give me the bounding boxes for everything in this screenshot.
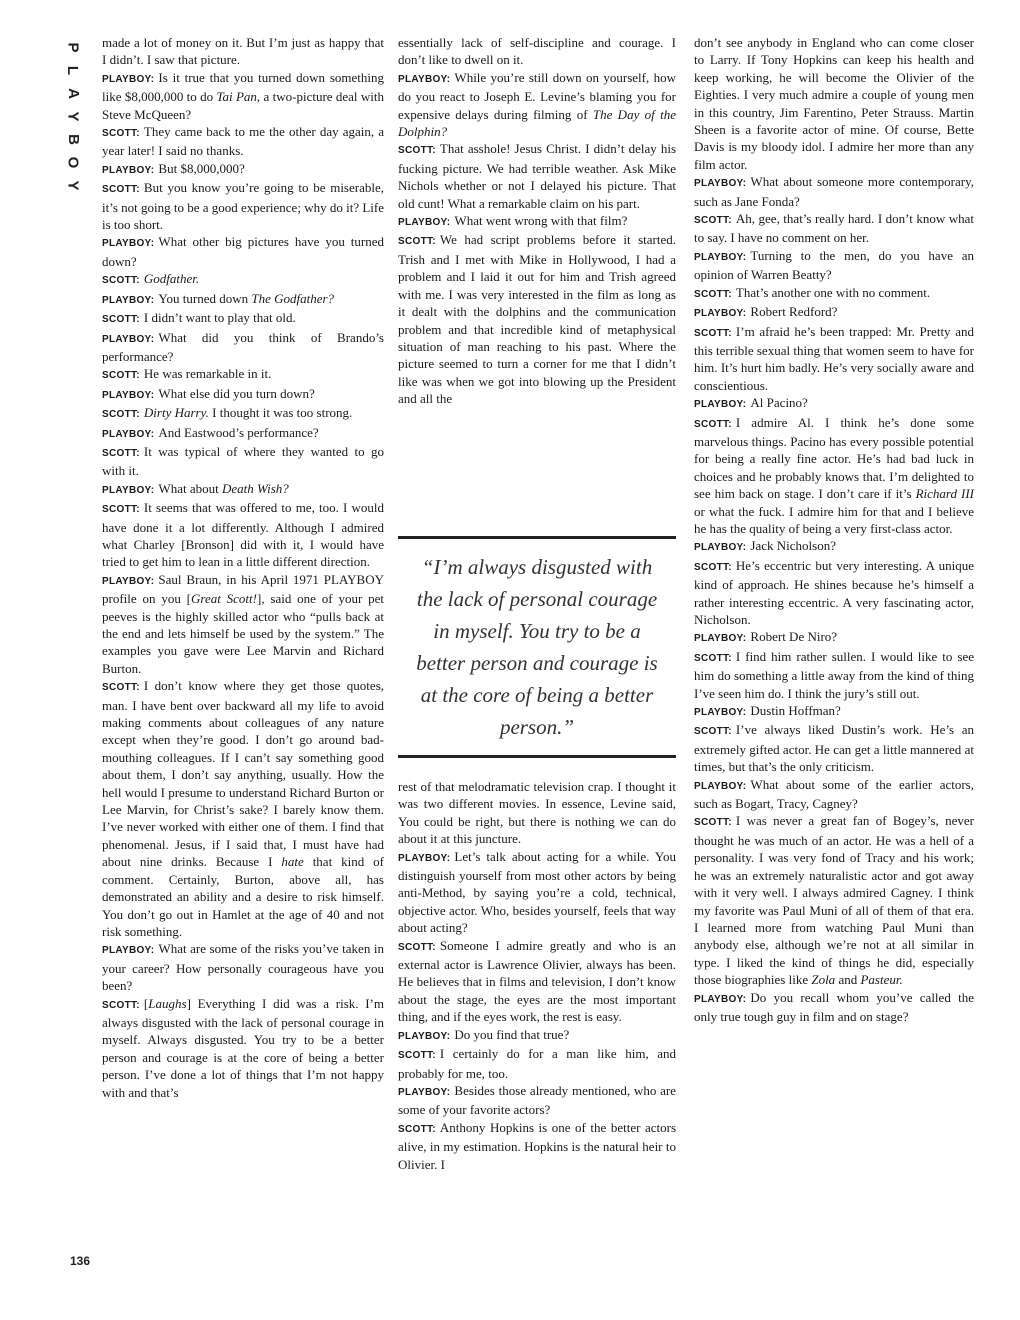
paragraph-text: Anthony Hopkins is one of the better actors alive, in my estimation. Hopkins is the natural heir to Olivier. I (398, 1119, 676, 1172)
speaker-label: SCOTT: (694, 215, 732, 227)
paragraph-text: Ah, gee, that’s really hard. I don’t know what to say. I have no comment on her. (694, 211, 974, 246)
paragraph (694, 628, 974, 647)
paragraph-text: Turning to the men, do you have an opinion of Warren Beatty? (694, 247, 974, 283)
paragraph-text: What about some of the earlier actors, such as Bogart, Tracy, Cagney? (694, 776, 974, 812)
speaker-label: SCOTT: (102, 447, 140, 459)
masthead-letter: Y (64, 111, 82, 122)
speaker-label: PLAYBOY: (102, 428, 155, 440)
paragraph-text: I’ve always liked Dustin’s work. He’s an extremely gifted actor. He can get a little mannered at times, but that’s the only criticism. (694, 722, 974, 775)
paragraph-text: I admire Al. I think he’s done some marvelous things. Pacino has every possible potential for being a really fine actor. He’s had bad luck in choices and he probably knows that. I’m delighted to see him back on stage. I don’t care if it’s (694, 414, 974, 502)
paragraph (694, 648, 974, 702)
paragraph (102, 309, 384, 328)
paragraph (102, 571, 384, 677)
speaker-label: PLAYBOY: (102, 945, 155, 957)
paragraph (694, 247, 974, 284)
speaker-label: PLAYBOY: (102, 164, 155, 176)
paragraph (102, 499, 384, 571)
speaker-label: PLAYBOY: (102, 333, 155, 345)
paragraph (102, 940, 384, 994)
paragraph (694, 702, 974, 721)
paragraph (694, 303, 974, 322)
paragraph (398, 848, 676, 937)
paragraph-text: Jack Nicholson? (750, 538, 836, 554)
paragraph-text: that kind of comment. Certainly, Burton, above all, has demonstrated an ability and a desire to risk himself. You don’t go out in Hamlet at the age of 40 and not risk something. (102, 854, 385, 939)
paragraph-text: and (835, 972, 861, 988)
paragraph (398, 1026, 676, 1045)
paragraph (102, 34, 384, 69)
speaker-label: SCOTT: (102, 999, 140, 1011)
masthead-letter: Y (64, 180, 82, 191)
paragraph (398, 937, 676, 1026)
paragraph-text: ], said one of your pet peeves is the highly skilled actor who “pulls back at the end and lets himself be used by the system.” The examples you gave were Lee Marvin and Richard Burton. (102, 591, 384, 676)
speaker-label: PLAYBOY: (694, 542, 747, 554)
masthead-letter: O (64, 156, 82, 169)
paragraph (102, 329, 384, 366)
paragraph-text: It seems that was offered to me, too. I would have done it a lot differently. Although I admired what Charley [Bronson] did with it, I would have tried to get him to lean in a little different direction. (102, 500, 384, 570)
speaker-label: SCOTT: (398, 941, 436, 953)
masthead-letter: P (64, 42, 82, 53)
italic-title: The Day of the Dolphin? (398, 106, 676, 140)
paragraph-text: made a lot of money on it. But I’m just as happy that I didn’t. I saw that picture. (102, 35, 384, 68)
speaker-label: SCOTT: (102, 184, 140, 196)
italic-title: hate (281, 854, 304, 870)
paragraph (102, 270, 384, 289)
italic-title: Death Wish? (221, 480, 289, 496)
paragraph-text: That’s another one with no comment. (735, 284, 931, 300)
text-column-2-bottom (398, 778, 676, 1173)
paragraph-text: We had script problems before it started. Trish and I met with Mike in Hollywood, I had a problem and I laid it out for him and Trish agreed with me. I was very interested in the film as long as it dealt with the dolphins and the communication problem and that incredible kind of metaphysical situation of man reaching to his past. Where the picture seemed to turn a corner for me that I didn’t like was when we got into blowing up the President and all the (398, 232, 676, 407)
paragraph-text: Al Pacino? (750, 395, 808, 411)
speaker-label: SCOTT: (694, 726, 732, 738)
paragraph-text: rest of that melodramatic television crap. I thought it was two different movies. In essence, Levine said, You could be right, but there is nothing we can do about it at this juncture. (398, 779, 676, 847)
speaker-label: SCOTT: (102, 370, 140, 382)
speaker-label: SCOTT: (102, 314, 140, 326)
speaker-label: SCOTT: (398, 1050, 436, 1062)
paragraph (694, 394, 974, 413)
paragraph-text: What did you think of Brando’s performance? (102, 329, 384, 364)
paragraph (694, 210, 974, 247)
speaker-label: PLAYBOY: (398, 1030, 451, 1042)
speaker-label: PLAYBOY: (102, 389, 155, 401)
speaker-label: SCOTT: (398, 236, 436, 248)
speaker-label: SCOTT: (102, 682, 140, 694)
paragraph-text: It was typical of where they wanted to go with it. (102, 443, 384, 479)
paragraph (694, 34, 974, 173)
magazine-masthead (60, 36, 86, 196)
speaker-label: PLAYBOY: (694, 633, 747, 645)
speaker-label: PLAYBOY: (398, 1086, 451, 1098)
paragraph-text: While you’re still down on yourself, how do you react to Joseph E. Levine’s blaming you for expensive delays during filming of (398, 69, 676, 122)
paragraph-text: What are some of the risks you’ve taken in your career? How personally courageous have you been? (102, 941, 384, 994)
paragraph (398, 34, 676, 69)
italic-title: Great Scott! (190, 591, 257, 607)
speaker-label: SCOTT: (694, 817, 732, 829)
paragraph-text: What about someone more contemporary, such as Jane Fonda? (694, 174, 974, 209)
paragraph-text: But $8,000,000? (158, 160, 245, 176)
paragraph (694, 557, 974, 629)
paragraph (102, 404, 384, 423)
paragraph-text: I certainly do for a man like him, and probably for me, too. (398, 1046, 676, 1081)
paragraph (102, 443, 384, 480)
paragraph (102, 424, 384, 443)
paragraph-text: He’s eccentric but very interesting. A unique kind of approach. He shines because he’s himself a rather interesting eccentric. A very fascinating actor, Nicholson. (694, 557, 974, 627)
speaker-label: SCOTT: (102, 275, 140, 287)
text-column-3 (694, 34, 974, 1025)
paragraph-text: Do you recall whom you’ve called the only true tough guy in film and on stage? (694, 989, 974, 1024)
paragraph (694, 989, 974, 1026)
speaker-label: SCOTT: (102, 128, 140, 140)
paragraph (398, 778, 676, 848)
masthead-letter: B (64, 134, 82, 145)
speaker-label: SCOTT: (694, 561, 732, 573)
paragraph (694, 173, 974, 210)
paragraph-text: I’m afraid he’s been trapped: Mr. Pretty and this terrible sexual thing that women seem to have for him. It’s hurt him badly. He’s very socially aware and conscientious. (694, 323, 974, 393)
paragraph-text: Besides those already mentioned, who are some of your favorite actors? (398, 1082, 676, 1118)
paragraph (694, 721, 974, 775)
paragraph (102, 677, 384, 940)
speaker-label: PLAYBOY: (398, 73, 451, 85)
italic-title: The Godfather? (251, 290, 335, 306)
speaker-label: SCOTT: (694, 418, 732, 430)
paragraph-text: [ (143, 995, 149, 1011)
paragraph (102, 179, 384, 233)
speaker-label: PLAYBOY: (102, 73, 155, 85)
italic-title: Richard III (915, 486, 974, 502)
speaker-label: PLAYBOY: (694, 399, 747, 411)
paragraph-text: don’t see anybody in England who can come closer to Larry. If Tony Hopkins can keep his health and keep working, he will become the Olivier of the Eighties. I very much admire a couple of young men in this country, Jim Farentino, Peter Strauss. Martin Sheen is a favorite actor of mine. Of course, Bette Davis is my bloody idol. I admire her more than any film actor. (694, 35, 974, 172)
paragraph-text: What went wrong with that film? (454, 213, 628, 229)
paragraph-text: Saul Braun, in his April 1971 PLAYBOY profile on you [ (102, 571, 384, 607)
speaker-label: PLAYBOY: (694, 308, 747, 320)
paragraph-text: And Eastwood’s performance? (158, 424, 319, 440)
paragraph (102, 233, 384, 270)
paragraph (102, 365, 384, 384)
paragraph (694, 323, 974, 395)
speaker-label: PLAYBOY: (102, 238, 155, 250)
paragraph (398, 1082, 676, 1119)
speaker-label: PLAYBOY: (102, 575, 155, 587)
italic-title: Godfather. (143, 271, 200, 287)
italic-title: Dirty Harry. (143, 405, 209, 421)
speaker-label: PLAYBOY: (398, 217, 451, 229)
pull-quote (398, 536, 676, 758)
paragraph (398, 140, 676, 212)
paragraph-text: I don’t know where they get those quotes, man. I have bent over backward all my life to avoid making comments about colleagues of any nature except when they’re good. I don’t go around bad-mouthing colleagues. If I can’t say something good about them, I don’t say anything, usually. How the hell would I presume to understand Richard Burton or Lee Marvin, for Christ’s sake? I barely know them. I’ve never worked with either one of them. I find that phenomenal. Jesus, if I said that, I must have had about nine drinks. Because I (102, 678, 384, 870)
speaker-label: SCOTT: (398, 145, 436, 157)
paragraph (102, 385, 384, 404)
paragraph (398, 1045, 676, 1082)
speaker-label: SCOTT: (102, 504, 140, 516)
paragraph-text: Someone I admire greatly and who is an external actor is Lawrence Olivier, always has been. He believes that in films and television, I don’t know about the stage, the eyes are the most important thing, and if the eyes work, the rest is easy. (398, 937, 676, 1025)
paragraph-text: I didn’t want to play that old. (143, 310, 296, 326)
speaker-label: PLAYBOY: (102, 484, 155, 496)
paragraph-text: I was never a great fan of Bogey’s, never thought he was much of an actor. He was a hell of a personality. I was very fond of Tracy and his work; he was an extremely naturalistic actor and got away with it very well. I always admired Cagney. I think my favorite was Paul Muni of all of them of that era. I learned more from watching Paul Muni than anybody else, although we’re not at all similar in type. I liked the kind of things he did, especially those biographies like (694, 813, 974, 988)
paragraph (102, 160, 384, 179)
speaker-label: SCOTT: (398, 1123, 436, 1135)
paragraph (102, 123, 384, 160)
text-column-2-top (398, 34, 676, 408)
masthead-letter: A (64, 88, 82, 99)
paragraph-text: But you know you’re going to be miserable, it’s not going to be a good experience; why do it? Life is too short. (102, 180, 384, 233)
paragraph (694, 776, 974, 813)
paragraph-text: They came back to me the other day again, a year later! I said no thanks. (102, 124, 384, 159)
paragraph-text: essentially lack of self-discipline and courage. I don’t like to dwell on it. (398, 35, 676, 68)
speaker-label: PLAYBOY: (102, 294, 155, 306)
speaker-label: PLAYBOY: (694, 251, 747, 263)
paragraph (102, 480, 384, 499)
paragraph-text: You turned down (158, 290, 252, 306)
speaker-label: SCOTT: (102, 409, 140, 421)
paragraph-text: Robert De Niro? (750, 629, 838, 645)
speaker-label: SCOTT: (694, 288, 732, 300)
paragraph (398, 231, 676, 407)
paragraph-text: He was remarkable in it. (143, 366, 272, 382)
paragraph-text: I thought it was too strong. (208, 405, 353, 421)
pull-quote-text: “I’m always disgusted with the lack of personal courage in myself. You try to be a better person and courage is at the core of being a better person.” (416, 555, 658, 739)
masthead-letter: L (64, 65, 82, 76)
speaker-label: PLAYBOY: (398, 852, 451, 864)
italic-title: Zola (811, 972, 836, 988)
paragraph (694, 414, 974, 538)
paragraph (398, 212, 676, 231)
paragraph (102, 290, 384, 309)
speaker-label: PLAYBOY: (694, 780, 747, 792)
paragraph-text: What else did you turn down? (158, 385, 315, 401)
paragraph-text: Is it true that you turned down something like $8,000,000 to do (102, 69, 384, 105)
speaker-label: PLAYBOY: (694, 707, 747, 719)
paragraph-text: Let’s talk about acting for a while. You distinguish yourself from most other actors by being anti-Method, by saying you’re a cold, technical, objective actor. Who, besides yourself, feels that way about acting? (398, 848, 676, 936)
text-column-1 (102, 34, 384, 1101)
paragraph (398, 1119, 676, 1173)
speaker-label: SCOTT: (694, 327, 732, 339)
paragraph-text: What about (158, 480, 222, 496)
paragraph-text: ] Everything I did was a risk. I’m always disgusted with the lack of personal courage in myself. Always disgusted. You try to be a better person and courage is at the core of being a better person. I’ve done a lot of things that I’m not happy with and that’s (102, 995, 384, 1100)
speaker-label: SCOTT: (694, 652, 732, 664)
page-number: 136 (70, 1254, 91, 1268)
paragraph-text: That asshole! Jesus Christ. I didn’t delay his fucking picture. We had terrible weather. Ask Mike Nichols whether or not I delayed his picture. That old cunt! What a remarkable claim on his part. (398, 141, 676, 211)
paragraph (102, 69, 384, 123)
paragraph-text: Dustin Hoffman? (750, 703, 841, 719)
paragraph-text: I find him rather sullen. I would like to see him do something a little away from the kind of thing I’ve seen him do. I think the jury’s still out. (694, 648, 974, 701)
italic-title: Tai Pan, (216, 89, 261, 105)
paragraph-text: a two-picture deal with Steve McQueen? (102, 89, 384, 122)
paragraph-text: or what the fuck. I admire him for that and I believe he has the quality of being a very first-class actor. (694, 503, 974, 536)
paragraph (398, 69, 676, 141)
italic-title: Laughs (148, 995, 187, 1011)
paragraph-text: What other big pictures have you turned down? (102, 234, 384, 269)
paragraph (694, 812, 974, 988)
paragraph (694, 537, 974, 556)
paragraph-text: Robert Redford? (750, 304, 838, 320)
speaker-label: PLAYBOY: (694, 178, 747, 190)
paragraph (694, 284, 974, 303)
paragraph-text: Do you find that true? (454, 1026, 570, 1042)
italic-title: Pasteur. (860, 972, 903, 988)
speaker-label: PLAYBOY: (694, 993, 747, 1005)
paragraph (102, 995, 384, 1101)
